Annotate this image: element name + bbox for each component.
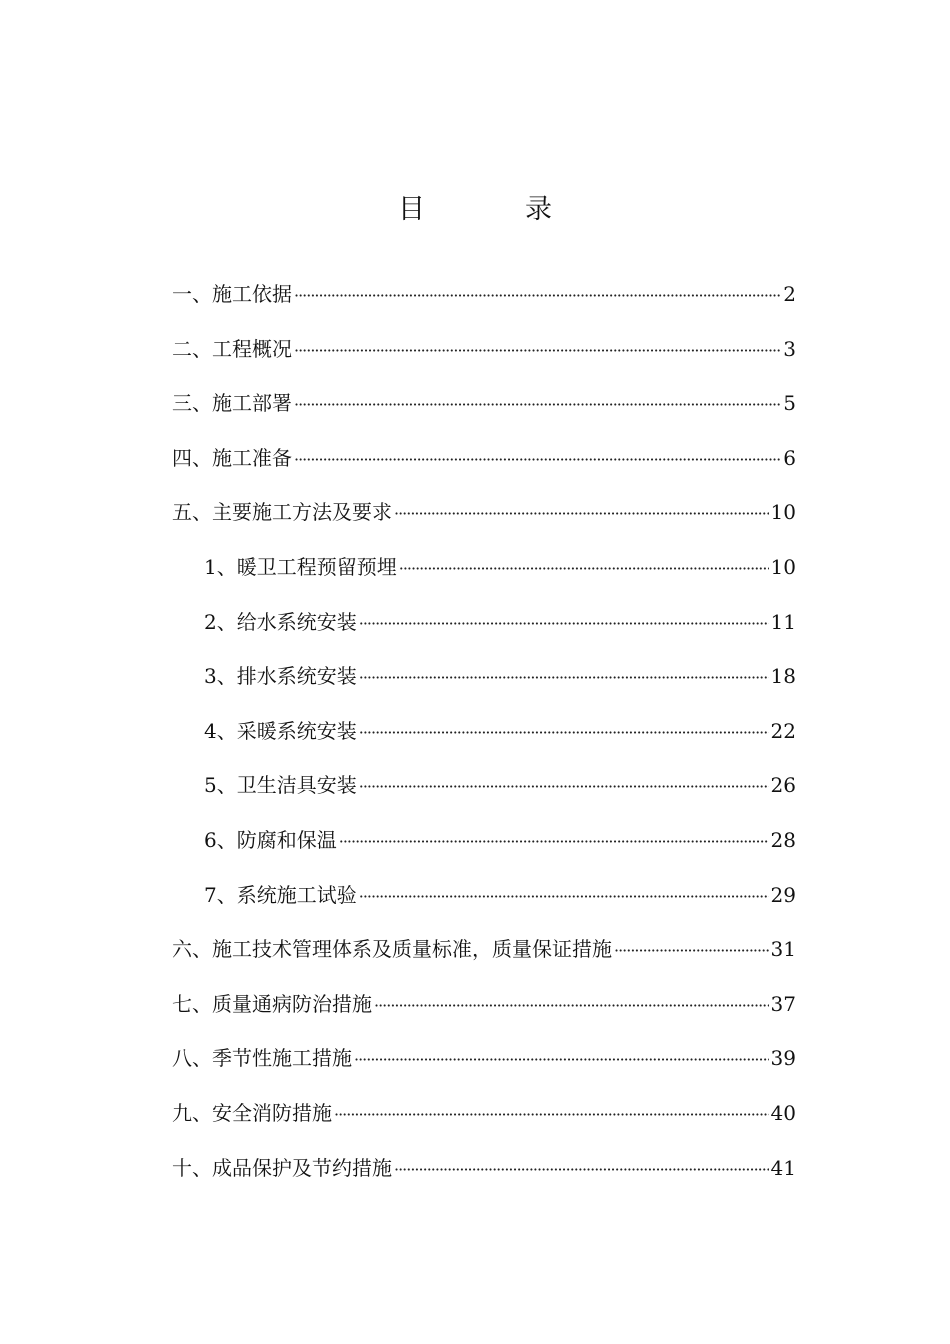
toc-entry[interactable] [172,440,796,495]
title-char-1: 目 [398,194,425,225]
toc-entry-label: 七、质量通病防治措施 [172,991,372,1016]
toc-entry[interactable] [172,331,796,386]
toc-leader-dots [294,442,781,478]
toc-leader-dots [394,496,769,532]
toc-entry[interactable] [172,1095,796,1150]
toc-entry-page: 2 [783,282,796,306]
toc-entry[interactable] [172,931,796,986]
toc-entry-label: 十、成品保护及节约措施 [172,1155,392,1180]
toc-leader-dots [359,606,769,642]
toc-leader-dots [294,278,781,314]
toc-entry-page: 39 [770,1046,796,1071]
toc-entry-page: 10 [770,500,796,525]
toc-entry-label: 5、卫生洁具安装 [204,773,357,798]
toc-leader-dots [294,387,781,423]
toc-entry-label: 2、给水系统安装 [204,609,357,634]
toc-subentry[interactable] [172,822,796,877]
toc-entry[interactable] [172,385,796,440]
toc-entry-page: 10 [770,554,796,579]
toc-entry-page: 31 [770,937,796,962]
toc-leader-dots [359,715,769,751]
page-title [0,190,950,230]
toc-leader-dots [354,1042,769,1078]
toc-entry-label: 3、排水系统安装 [204,664,357,689]
toc-entry-label: 7、系统施工试验 [204,882,357,907]
toc-entry-page: 18 [770,664,796,689]
toc-entry-page: 41 [770,1155,796,1180]
table-of-contents [172,276,796,1204]
toc-leader-dots [399,551,769,587]
toc-entry-page: 28 [770,827,796,852]
toc-entry[interactable] [172,1040,796,1095]
toc-entry-label: 三、施工部署 [172,391,292,416]
toc-leader-dots [334,1097,769,1133]
toc-entry-label: 九、安全消防措施 [172,1100,332,1125]
toc-subentry[interactable] [172,713,796,768]
toc-leader-dots [374,988,769,1024]
toc-leader-dots [359,660,769,696]
toc-entry-label: 二、工程概况 [172,336,292,361]
toc-subentry[interactable] [172,877,796,932]
toc-leader-dots [294,333,781,369]
toc-entry-label: 1、暖卫工程预留预埋 [204,554,397,579]
toc-subentry[interactable] [172,549,796,604]
toc-subentry[interactable] [172,658,796,713]
toc-entry-page: 26 [770,773,796,798]
toc-entry-page: 29 [770,882,796,907]
toc-entry[interactable] [172,986,796,1041]
toc-entry-label: 一、施工依据 [172,282,292,306]
toc-entry-label: 八、季节性施工措施 [172,1046,352,1071]
toc-leader-dots [359,879,769,915]
toc-subentry[interactable] [172,767,796,822]
toc-entry-page: 22 [770,718,796,743]
toc-entry-label: 四、施工准备 [172,445,292,470]
toc-entry[interactable] [172,1150,796,1205]
toc-leader-dots [339,824,769,860]
toc-entry-page: 40 [770,1100,796,1125]
toc-leader-dots [394,1152,769,1188]
toc-entry[interactable] [172,276,796,331]
toc-entry-page: 11 [770,609,796,634]
toc-entry-page: 37 [770,991,796,1016]
toc-leader-dots [359,769,769,805]
toc-entry-label: 6、防腐和保温 [204,827,337,852]
toc-entry[interactable] [172,494,796,549]
toc-entry-page: 6 [783,445,796,470]
toc-entry-label: 五、主要施工方法及要求 [172,500,392,525]
toc-entry-page: 5 [783,391,796,416]
toc-entry-label: 4、采暖系统安装 [204,718,357,743]
toc-entry-label: 六、施工技术管理体系及质量标准，质量保证措施 [172,937,612,962]
toc-entry-page: 3 [783,336,796,361]
toc-subentry[interactable] [172,604,796,659]
title-char-2: 录 [525,194,552,225]
toc-leader-dots [614,933,769,969]
